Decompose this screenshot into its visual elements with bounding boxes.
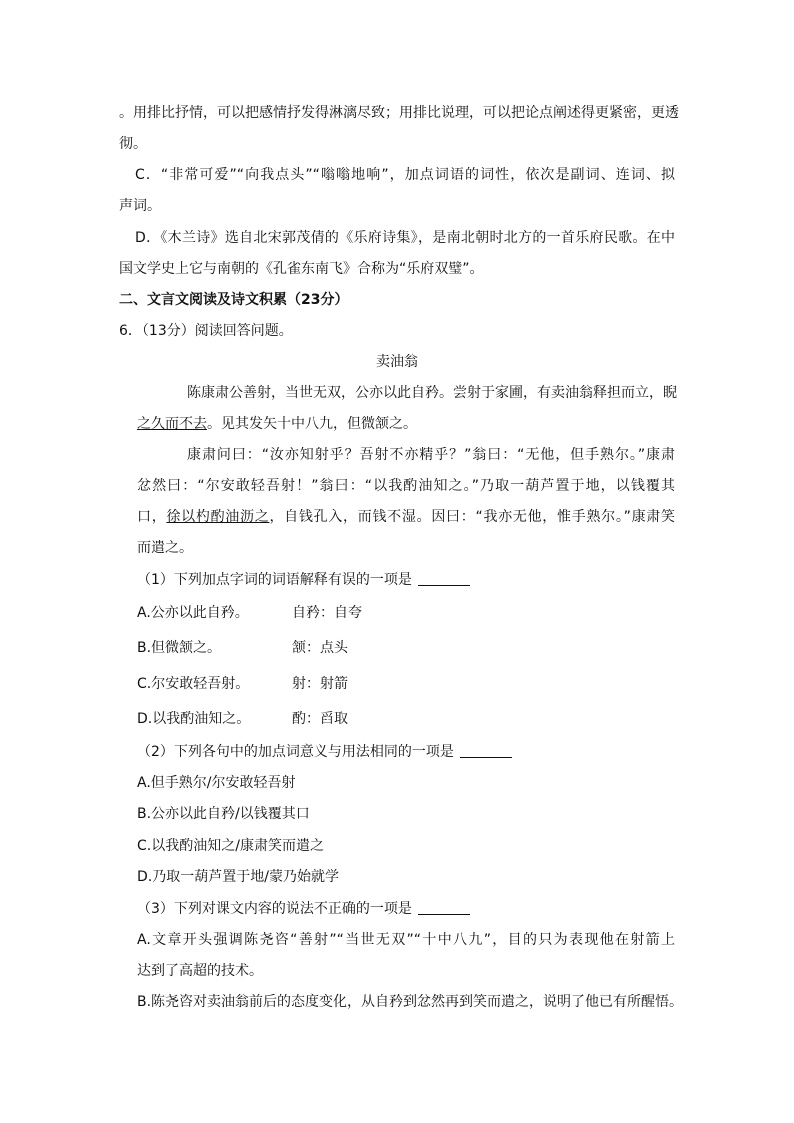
option-d-line: 国文学史上它与南朝的《孔雀东南飞》合称为“乐府双璧”。 bbox=[119, 261, 484, 277]
underlined-phrase: 之久而不去 bbox=[137, 416, 207, 432]
q3-option[interactable]: A.文章开头强调陈尧咨“善射”“当世无双”“十中八九”，目的只为表现他在射箭上 bbox=[137, 932, 675, 948]
q2-option[interactable]: A.但手熟尔/尔安敢轻吾射 bbox=[137, 775, 296, 791]
option-c-line: C．“非常可爱”“向我点头”“嗡嗡地响”，加点词语的词性，依次是副词、连词、拟 bbox=[135, 167, 675, 183]
q2-option[interactable]: B.公亦以此自矜/以钱覆其口 bbox=[137, 806, 310, 822]
q2-option[interactable]: D.乃取一葫芦置于地/蒙乃始就学 bbox=[137, 869, 339, 885]
question-1-stem: （1）下列加点字词的词语解释有误的一项是 bbox=[137, 570, 470, 590]
text-line: 。用排比抒情，可以把感情抒发得淋漓尽致；用排比说理，可以把论点阐述得更紧密，更透 bbox=[119, 105, 679, 121]
option-d-line: D．《木兰诗》选自北宋郭茂倩的《乐府诗集》，是南北朝时北方的一首乐府民歌。在中 bbox=[135, 230, 675, 246]
text-line: 彻。 bbox=[119, 136, 147, 152]
passage-line bbox=[137, 414, 417, 434]
passage-line: 康肃问曰：“汝亦知射乎？吾射不亦精乎？”翁曰：“无他，但手熟尔。”康肃 bbox=[187, 447, 675, 463]
passage-text: ，自钱孔入，而钱不湿。因曰：“我亦无他，惟手熟尔。”康肃笑 bbox=[269, 509, 675, 525]
passage-title: 卖油翁 bbox=[376, 354, 418, 370]
question-6-heading: 6．（13分）阅读回答问题。 bbox=[119, 323, 293, 339]
section-heading: 二、文言文阅读及诗文积累（23分） bbox=[119, 292, 349, 308]
answer-blank[interactable] bbox=[460, 743, 512, 758]
q1-option[interactable]: C.尔安敢轻吾射。 射：射箭 bbox=[137, 676, 348, 692]
q1-option[interactable]: B.但微颔之。 颔：点头 bbox=[137, 640, 348, 656]
underlined-phrase: 徐以杓酌油沥之 bbox=[166, 509, 270, 525]
answer-blank[interactable] bbox=[418, 900, 470, 915]
question-2-stem: （2）下列各句中的加点词意义与用法相同的一项是 bbox=[137, 742, 512, 762]
option-c-line: 声词。 bbox=[119, 198, 161, 214]
question-3-stem: （3）下列对课文内容的说法不正确的一项是 bbox=[137, 899, 470, 919]
passage-text: 。见其发矢十中八九，但微颔之。 bbox=[207, 416, 417, 432]
passage-line: 而遣之。 bbox=[137, 540, 193, 556]
q1-option[interactable]: A.公亦以此自矜。 自矜：自夸 bbox=[137, 605, 362, 621]
passage-line: 陈康肃公善射，当世无双，公亦以此自矜。尝射于家圃，有卖油翁释担而立，睨 bbox=[187, 385, 677, 401]
passage-line: 忿然曰：“尔安敢轻吾射！”翁曰：“以我酌油知之。”乃取一葫芦置于地，以钱覆其 bbox=[137, 478, 675, 494]
passage-text: 口， bbox=[137, 509, 167, 525]
answer-blank[interactable] bbox=[418, 571, 470, 586]
q3-option[interactable]: 达到了高超的技术。 bbox=[137, 963, 263, 979]
q3-option[interactable]: B.陈尧咨对卖油翁前后的态度变化，从自矜到忿然再到笑而遣之，说明了他已有所醒悟。 bbox=[137, 994, 684, 1010]
q2-option[interactable]: C.以我酌油知之/康肃笑而遣之 bbox=[137, 838, 324, 854]
q1-option[interactable]: D.以我酌油知之。 酌：舀取 bbox=[137, 711, 348, 727]
passage-line bbox=[137, 507, 675, 527]
